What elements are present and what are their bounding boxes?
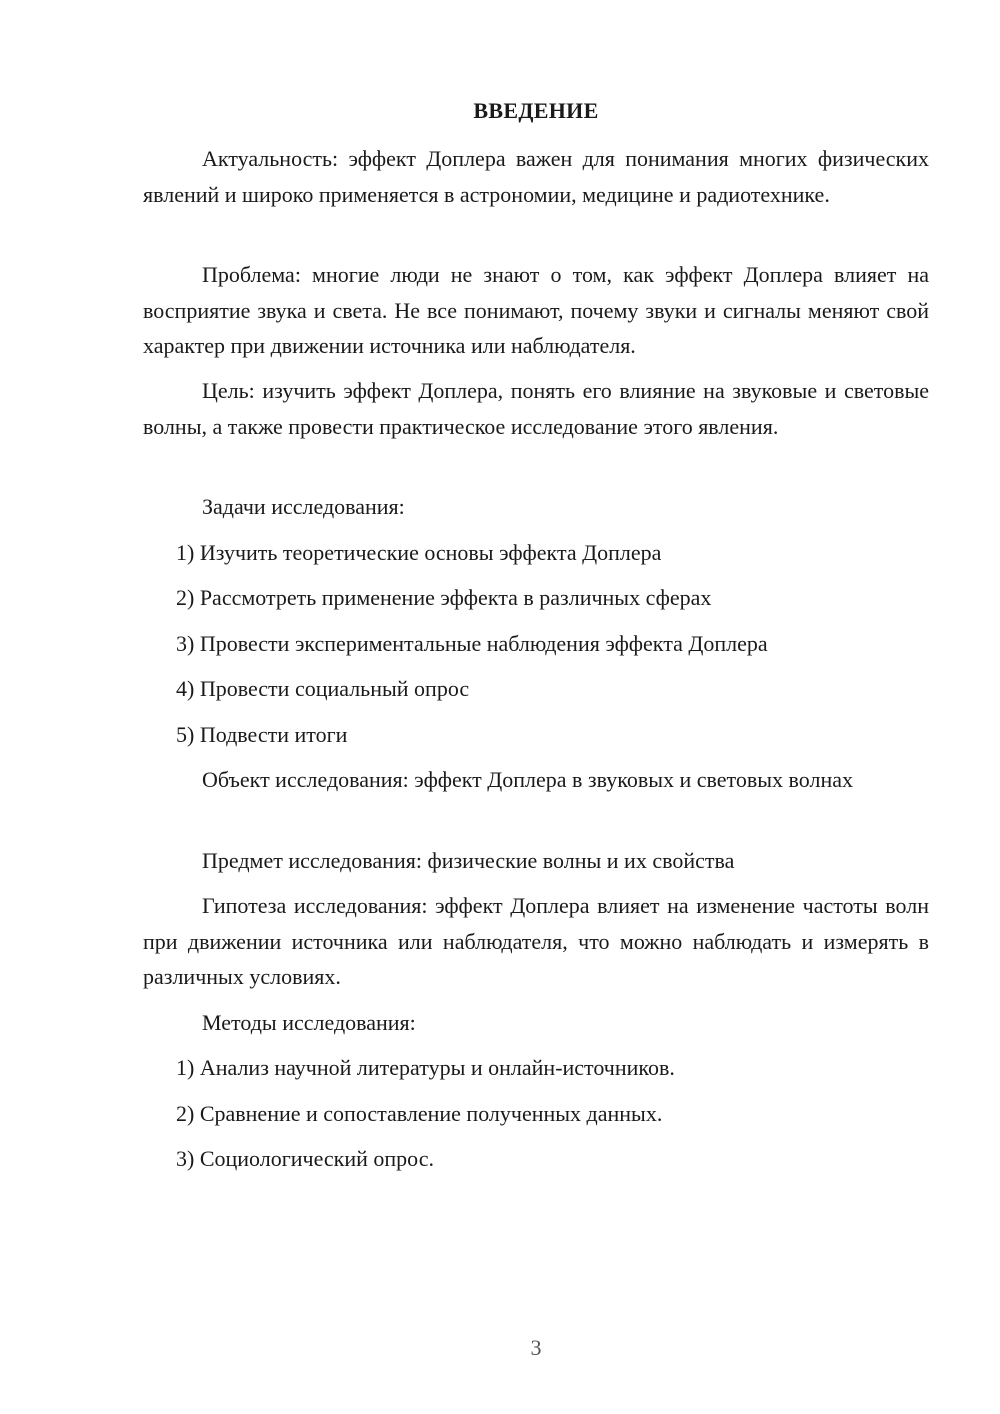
paragraph-object: Объект исследования: эффект Доплера в звуковых и световых волнах [202,767,854,792]
paragraph-goal: Цель: изучить эффект Доплера, понять его влияние на звуковые и световые волны, а также провести практическое исследование этого явления. [143,378,929,439]
task-item: 4) Провести социальный опрос [176,676,470,701]
tasks-heading: Задачи исследования: [202,494,405,519]
paragraph-subject: Предмет исследования: физические волны и их свойства [202,848,735,873]
paragraph-problem: Проблема: многие люди не знают о том, как эффект Доплера влияет на восприятие звука и света. Не все понимают, почему звуки и сигналы меняют свой характер при движении источника или наблюдателя. [143,262,929,358]
method-item: 3) Социологический опрос. [176,1146,434,1171]
task-item: 2) Рассмотреть применение эффекта в различных сферах [176,585,712,610]
method-item: 1) Анализ научной литературы и онлайн-источников. [176,1055,675,1080]
paragraph-hypothesis: Гипотеза исследования: эффект Доплера влияет на изменение частоты волн при движении источника или наблюдателя, что можно наблюдать и измерять в различных условиях. [143,893,929,989]
methods-heading: Методы исследования: [202,1010,416,1035]
task-item: 1) Изучить теоретические основы эффекта Доплера [176,540,662,565]
section-title: ВВЕДЕНИЕ [473,98,599,123]
task-item: 5) Подвести итоги [176,722,348,747]
task-item: 3) Провести экспериментальные наблюдения эффекта Доплера [176,631,768,656]
page-number: 3 [530,1335,542,1360]
method-item: 2) Сравнение и сопоставление полученных данных. [176,1101,663,1126]
paragraph-relevance: Актуальность: эффект Доплера важен для понимания многих физических явлений и широко применяется в астрономии, медицине и радиотехнике. [143,146,929,207]
